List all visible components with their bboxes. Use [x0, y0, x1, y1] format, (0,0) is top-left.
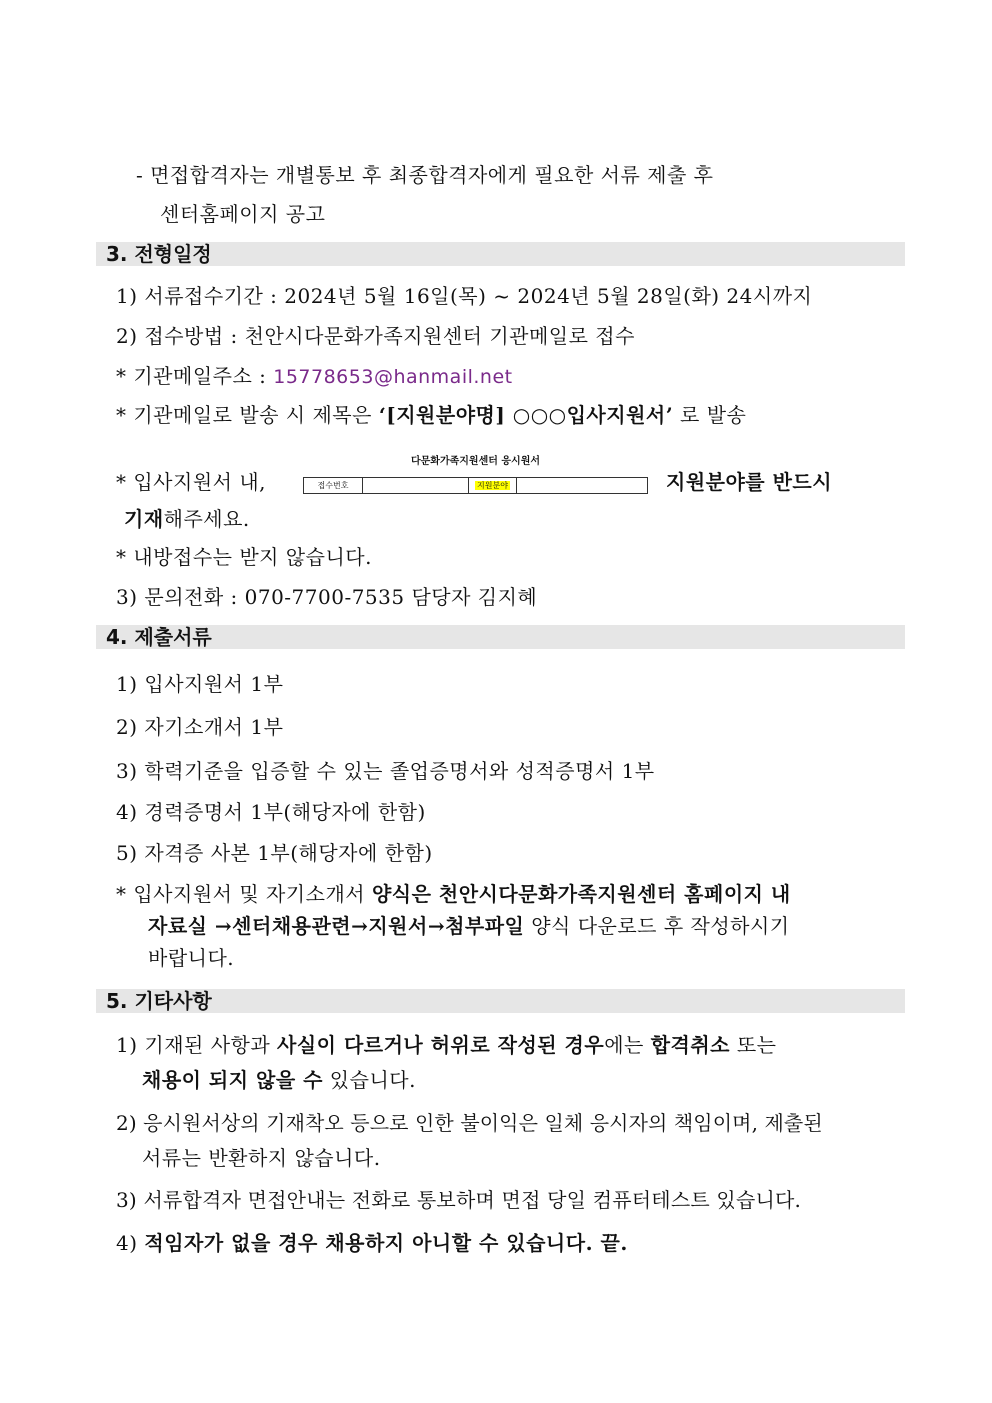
contact-phone: 3) 문의전화 : 070-7700-7535 담당자 김지혜 — [116, 585, 538, 609]
schedule-method: 2) 접수방법 : 천안시다문화가족지원센터 기관메일로 접수 — [116, 324, 635, 348]
text: 또는 — [729, 1033, 777, 1057]
form-cell-receipt-no: 접수번호 — [304, 478, 363, 493]
mail-subject-line — [116, 402, 746, 428]
form-download-note-line1 — [116, 881, 791, 907]
document-item: 5) 자격증 사본 1부(해당자에 한함) — [116, 841, 433, 865]
text: 1) 기재된 사항과 — [116, 1033, 278, 1057]
form-download-note-line2 — [148, 913, 790, 939]
form-note-rest: 해주세요. — [163, 507, 250, 531]
intro-line1: - 면접합격자는 개별통보 후 최종합격자에게 필요한 서류 제출 후 — [136, 163, 714, 187]
intro-line2: 센터홈페이지 공고 — [160, 202, 326, 226]
mail-label: * 기관메일주소 : — [116, 364, 274, 388]
document-item: 1) 입사지원서 1부 — [116, 672, 284, 696]
form-cell-field-label: 지원분야 — [477, 481, 508, 490]
misc-item-1-line1 — [116, 1032, 776, 1058]
text-bold: 적임자가 없을 경우 채용하지 아니할 수 있습니다. 끝. — [144, 1231, 628, 1255]
text: 4) — [116, 1231, 145, 1255]
form-sample-title: 다문화가족지원센터 응시원서 — [410, 456, 541, 467]
document-item: 4) 경력증명서 1부(해당자에 한함) — [116, 800, 426, 824]
form-note-suffix: 지원분야를 반드시 — [666, 470, 833, 494]
mail-address-line — [116, 363, 513, 390]
text-bold: 채용이 되지 않을 수 — [142, 1068, 323, 1092]
misc-item-4 — [116, 1230, 628, 1256]
section-4-header — [96, 625, 905, 649]
note-text: 양식 다운로드 후 작성하시기 — [524, 914, 790, 938]
text-bold: 사실이 다르거나 허위로 작성된 경우 — [277, 1033, 605, 1057]
section-5-title: 5. 기타사항 — [106, 989, 212, 1013]
form-download-note-line3: 바랍니다. — [148, 946, 235, 970]
misc-item-2-line2: 서류는 반환하지 않습니다. — [142, 1146, 381, 1170]
schedule-period: 1) 서류접수기간 : 2024년 5월 16일(목) ~ 2024년 5월 28일(화) 24시까지 — [116, 284, 813, 308]
text: 있습니다. — [322, 1068, 416, 1092]
misc-item-2-line1: 2) 응시원서상의 기재착오 등으로 인한 불이익은 일체 응시자의 책임이며, 제출된 — [116, 1111, 823, 1135]
no-visit-note: * 내방접수는 받지 않습니다. — [116, 545, 372, 569]
subject-format: ‘[지원분야명] ○○○입사지원서’ — [378, 403, 674, 427]
form-cell-field — [469, 478, 517, 493]
note-path: 자료실 →센터채용관련→지원서→첨부파일 — [148, 914, 525, 938]
note-text: * 입사지원서 및 자기소개서 — [116, 882, 372, 906]
note-bold: 양식은 천안시다문화가족지원센터 홈페이지 내 — [371, 882, 791, 906]
section-3-header — [96, 242, 905, 266]
document-item: 2) 자기소개서 1부 — [116, 715, 284, 739]
mail-address[interactable]: 15778653@hanmail.net — [273, 366, 513, 388]
section-5-header — [96, 989, 905, 1013]
section-4-title: 4. 제출서류 — [106, 625, 212, 649]
subject-prefix: * 기관메일로 발송 시 제목은 — [116, 403, 379, 427]
text-bold: 합격취소 — [650, 1033, 730, 1057]
subject-suffix: 로 발송 — [673, 403, 747, 427]
form-note-bold: 기재 — [124, 507, 164, 531]
form-cell-empty — [363, 478, 469, 493]
form-sample-image — [303, 477, 648, 494]
section-3-title: 3. 전형일정 — [106, 242, 212, 266]
form-note-line2 — [124, 506, 250, 532]
misc-item-3: 3) 서류합격자 면접안내는 전화로 통보하며 면접 당일 컴퓨터테스트 있습니다. — [116, 1188, 802, 1212]
misc-item-1-line2 — [142, 1067, 416, 1093]
text: 에는 — [604, 1033, 651, 1057]
document-item: 3) 학력기준을 입증할 수 있는 졸업증명서와 성적증명서 1부 — [116, 759, 655, 783]
form-note-prefix: * 입사지원서 내, — [116, 470, 266, 494]
